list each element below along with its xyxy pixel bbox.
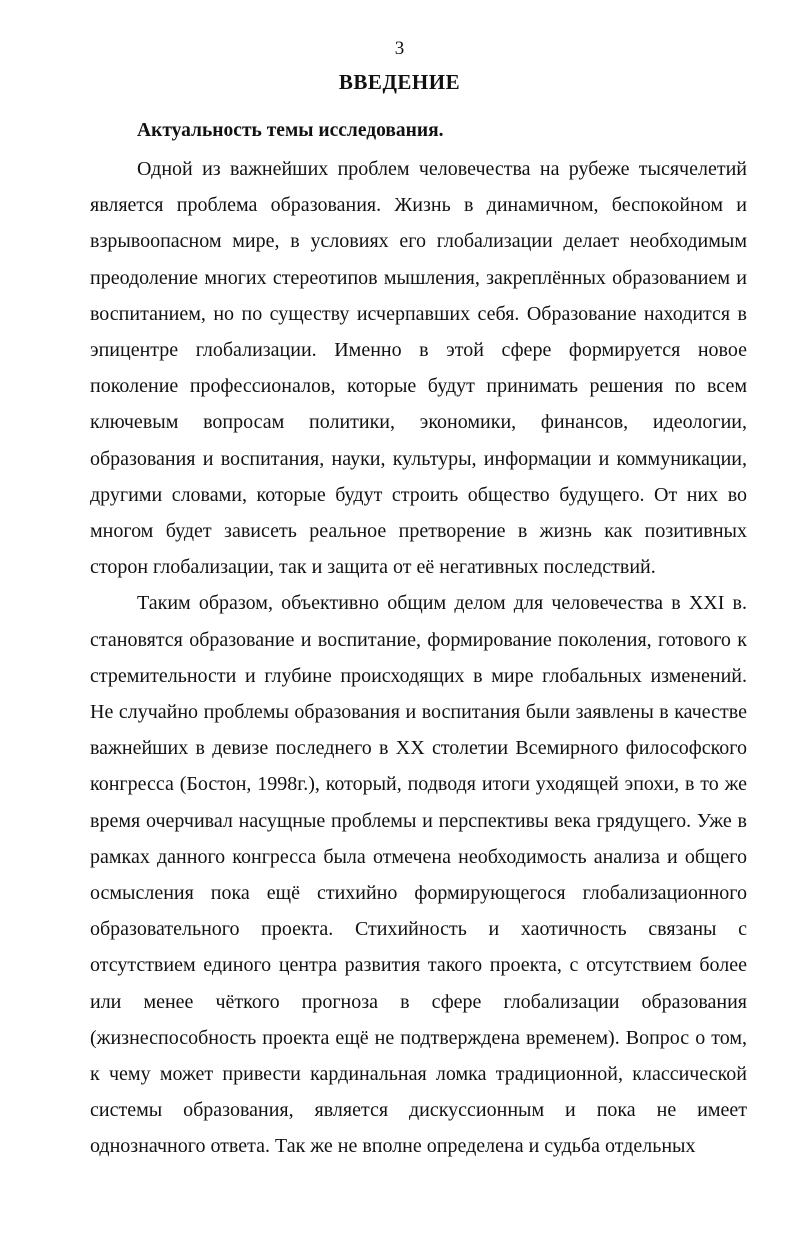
- page-number: 3: [394, 38, 405, 59]
- paragraph: Одной из важнейших проблем человечества на рубеже тысячелетий является проблема образования. Жизнь в динамичном, беспокойном и взрывоопасном мире, в условиях его глобализации делает необходимым преодоление многих стереотипов мышления, закреплённых образованием и воспитанием, но по существу исчерпавших себя. Образование находится в эпицентре глобализации. Именно в этой сфере формируется новое поколение профессионалов, которые будут принимать решения по всем ключевым вопросам политики, экономики, финансов, идеологии, образования и воспитания, науки, культуры, информации и коммуникации, другими словами, которые будут строить общество будущего. От них во многом будет зависеть реальное претворение в жизнь как позитивных сторон глобализации, так и защита от её негативных последствий.: [90, 158, 747, 579]
- paragraph: Таким образом, объективно общим делом для человечества в XXI в. становятся образование и воспитание, формирование поколения, готового к стремительности и глубине происходящих в мире глобальных изменений. Не случайно проблемы образования и воспитания были заявлены в качестве важнейших в девизе последнего в XX столетии Всемирного философского конгресса (Бостон, 1998г.), который, подводя итоги уходящей эпохи, в то же время очерчивал насущные проблемы и перспективы века грядущего. Уже в рамках данного конгресса была отмечена необходимость анализа и общего осмысления пока ещё стихийно формирующегося глобализационного образовательного проекта. Стихийность и хаотичность связаны с отсутствием единого центра развития такого проекта, с отсутствием более или менее чёткого прогноза в сфере глобализации образования (жизнеспособность проекта ещё не подтверждена временем). Вопрос о том, к чему может привести кардинальная ломка традиционной, классической системы образования, является дискуссионным и пока не имеет однозначного ответа. Так же не вполне определена и судьба отдельных: [90, 592, 747, 1158]
- page-title: ВВЕДЕНИЕ: [338, 70, 461, 94]
- section-heading: Актуальность темы исследования.: [137, 120, 444, 141]
- body-text: [90, 151, 747, 1165]
